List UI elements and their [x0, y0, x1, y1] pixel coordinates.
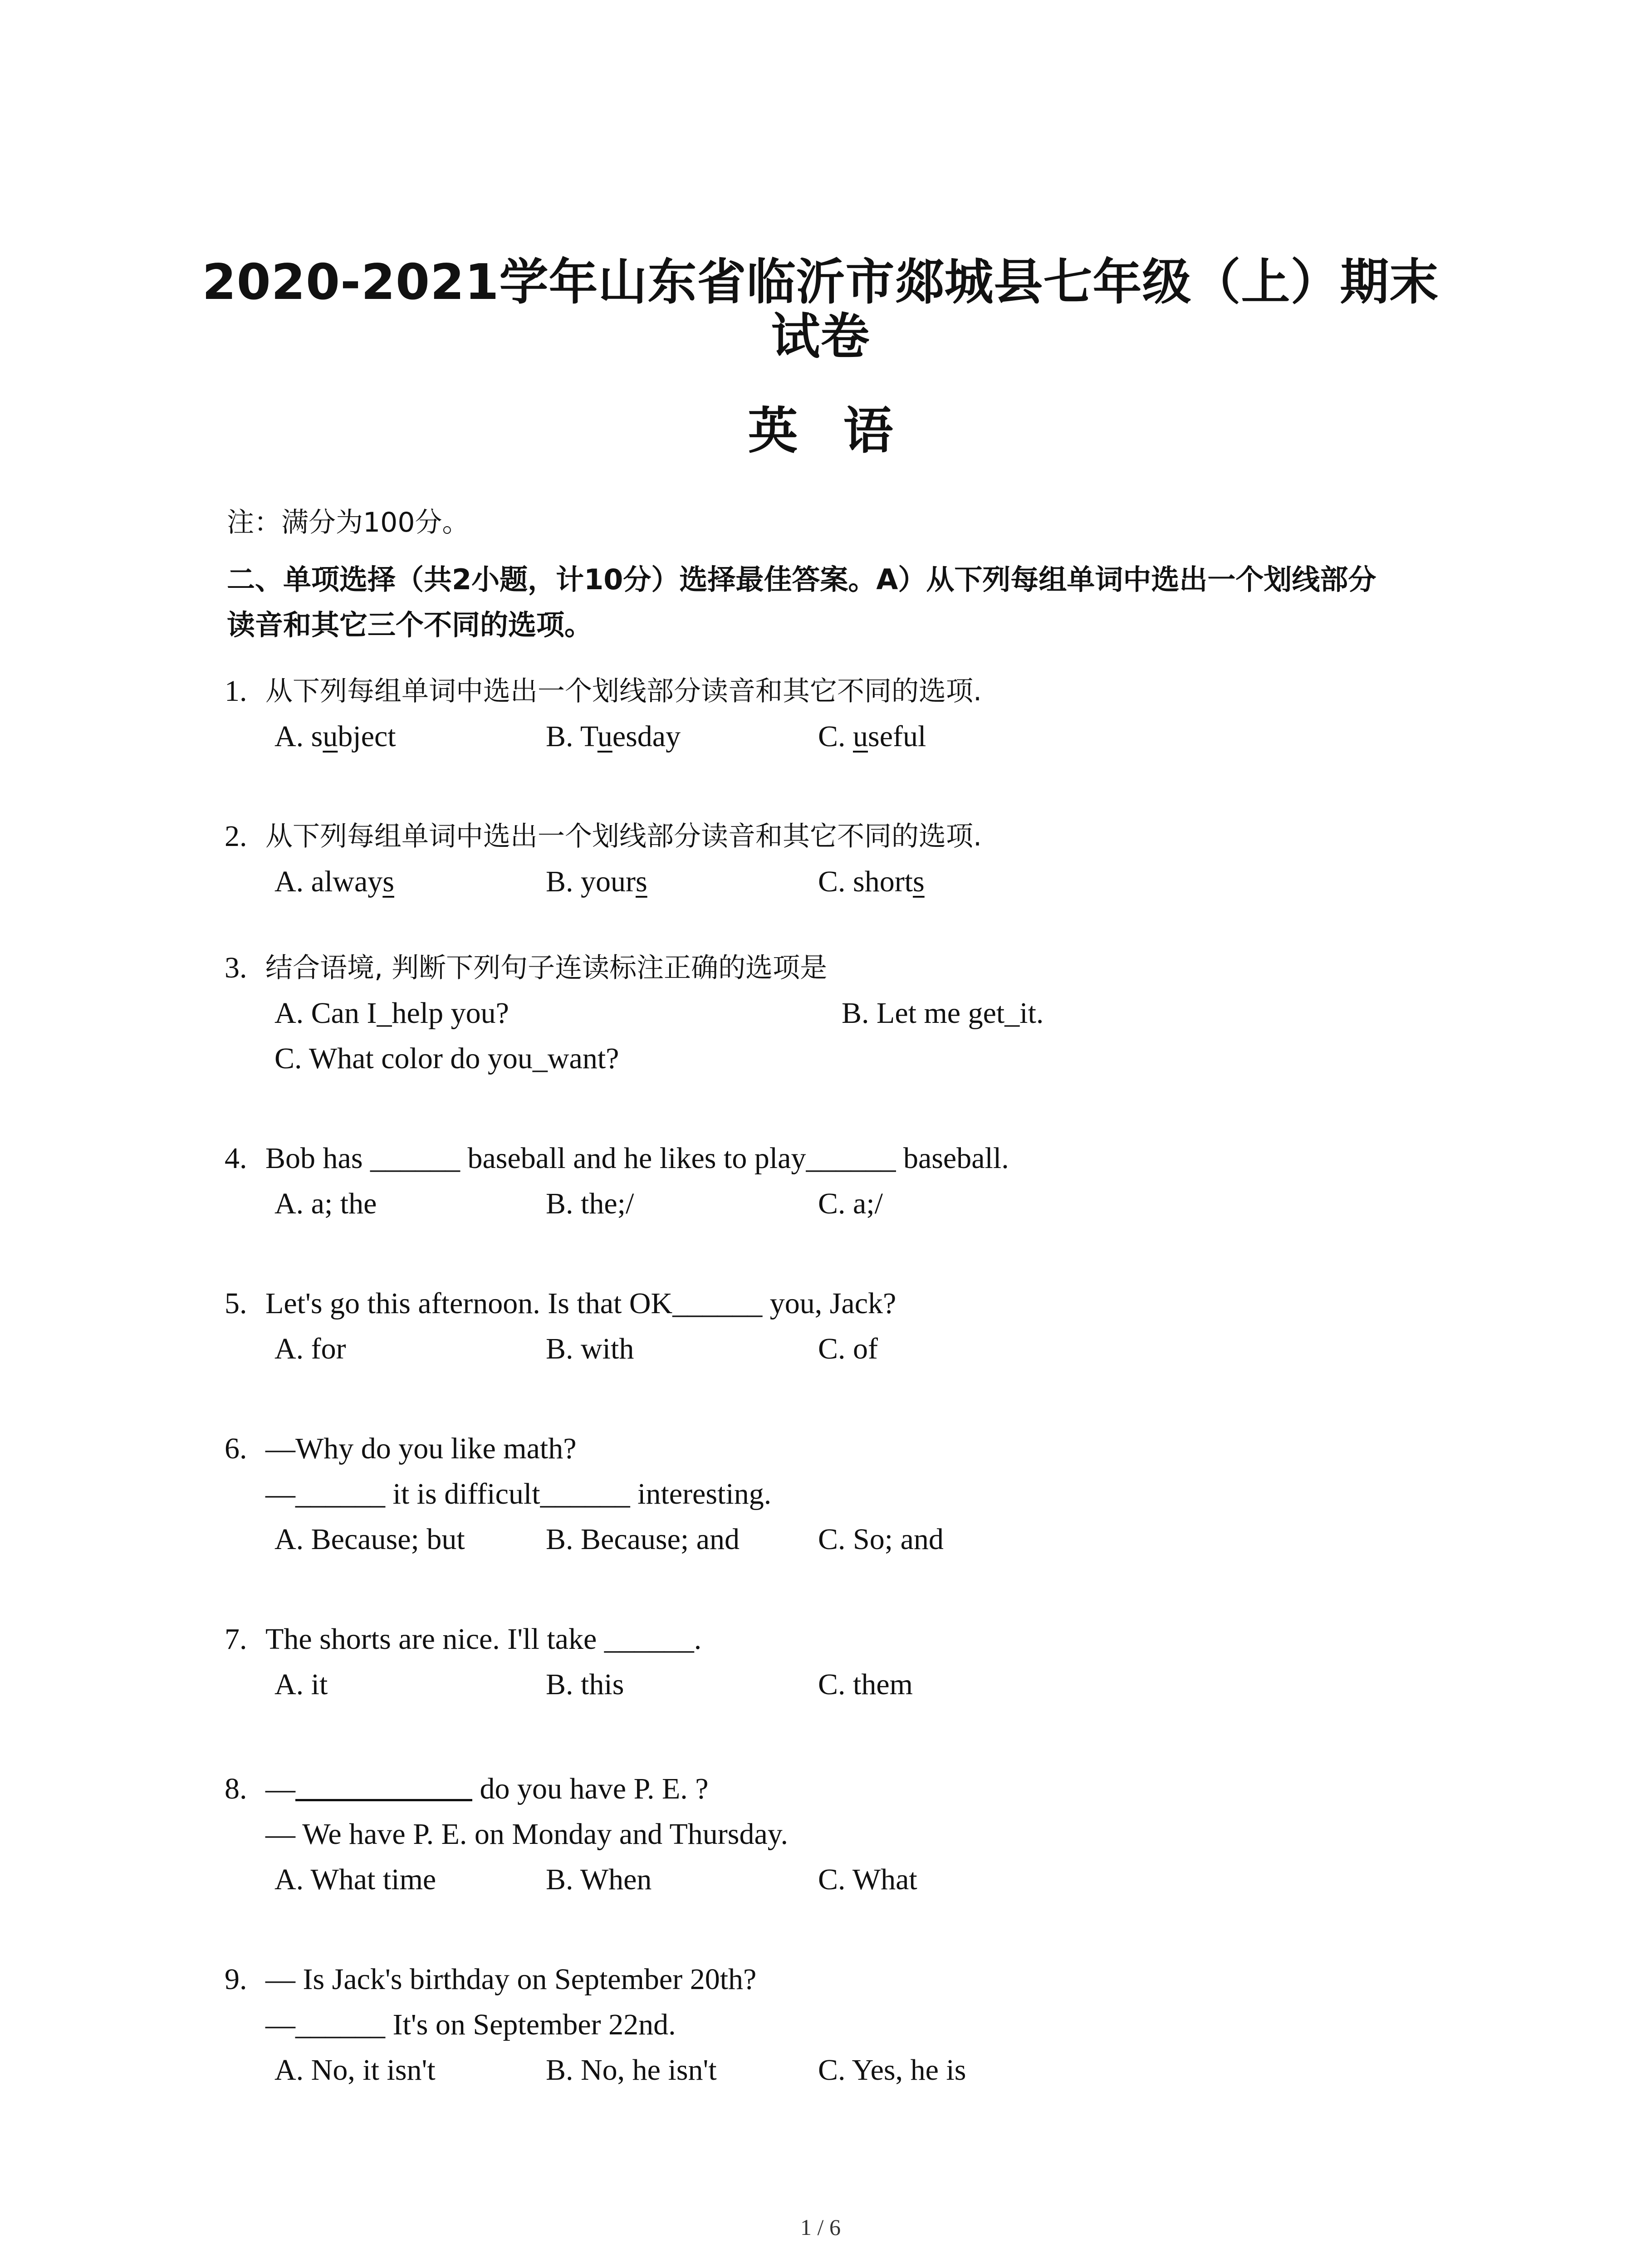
question-stem-line-2: —______ it is difficult______ interesting. [265, 1477, 772, 1510]
page-number: 1 / 6 [800, 2214, 841, 2240]
option-b: B. No, he isn't [546, 2053, 717, 2087]
question-number: 8. [225, 1772, 247, 1805]
question-number: 1. [225, 675, 247, 708]
question-number: 4. [225, 1142, 247, 1175]
option-c: C. of [818, 1332, 878, 1365]
question-stem-line-2: — We have P. E. on Monday and Thursday. [265, 1818, 788, 1851]
option-c: C. What [818, 1863, 917, 1896]
question-stem: The shorts are nice. I'll take ______. [265, 1623, 702, 1656]
option-c: C. useful [818, 720, 926, 753]
option-b: B. this [546, 1668, 624, 1701]
question-number: 5. [225, 1287, 247, 1320]
option-a: A. it [274, 1668, 328, 1701]
option-a: A. Because; but [274, 1523, 465, 1556]
option-a: A. a; the [274, 1187, 377, 1220]
question-number: 2. [225, 820, 247, 853]
question-stem: 从下列每组单词中选出一个划线部分读音和其它不同的选项. [265, 675, 982, 707]
option-a: A. No, it isn't [274, 2053, 436, 2087]
question-number: 7. [225, 1623, 247, 1656]
option-c: C. shorts [818, 865, 925, 898]
answer-blank [295, 1772, 472, 1801]
option-a: A. What time [274, 1863, 436, 1896]
question-number: 3. [225, 951, 247, 984]
option-b: B. Because; and [546, 1523, 740, 1556]
option-c: C. Yes, he is [818, 2053, 966, 2087]
section-heading-line-1: 二、单项选择（共2小题，计10分）选择最佳答案。A）从下列每组单词中选出一个划线部分 [227, 563, 1376, 596]
option-b: B. Let me get_it. [842, 997, 1044, 1030]
question-stem: 从下列每组单词中选出一个划线部分读音和其它不同的选项. [265, 821, 982, 852]
question-number: 6. [225, 1432, 247, 1465]
option-b: B. with [546, 1332, 634, 1365]
option-c: C. a;/ [818, 1187, 883, 1220]
option-b: B. Tuesday [546, 720, 681, 753]
option-a: A. subject [274, 720, 396, 753]
option-a: A. for [274, 1332, 346, 1365]
question-stem: Bob has ______ baseball and he likes to play______ baseball. [265, 1142, 1009, 1175]
option-a: A. always [274, 865, 394, 898]
question-number: 9. [225, 1963, 247, 1996]
option-b: B. the;/ [546, 1187, 634, 1220]
score-note: 注：满分为100分。 [227, 507, 470, 538]
subject-heading [0, 401, 1641, 460]
question-stem: — Is Jack's birthday on September 20th? [265, 1963, 757, 1996]
option-c: C. What color do you_want? [274, 1042, 619, 1075]
option-c: C. them [818, 1668, 913, 1701]
exam-title-line-1: 2020-2021学年山东省临沂市郯城县七年级（上）期末 [202, 254, 1439, 311]
question-stem: 结合语境, 判断下列句子连读标注正确的选项是 [265, 952, 828, 984]
question-stem: —Why do you like math? [265, 1432, 577, 1465]
section-heading-line-2: 读音和其它三个不同的选项。 [227, 608, 593, 641]
exam-title-line-2: 试卷 [771, 308, 870, 365]
question-stem-line-2: —______ It's on September 22nd. [265, 2008, 676, 2041]
subject-char-1: 英 [748, 402, 798, 460]
option-a: A. Can I_help you? [274, 997, 509, 1030]
option-c: C. So; and [818, 1523, 944, 1556]
subject-char-2: 语 [843, 402, 893, 460]
question-stem: Let's go this afternoon. Is that OK______ you, Jack? [265, 1287, 896, 1320]
question-stem: — do you have P. E. ? [265, 1772, 709, 1805]
option-b: B. yours [546, 865, 647, 898]
option-b: B. When [546, 1863, 652, 1896]
